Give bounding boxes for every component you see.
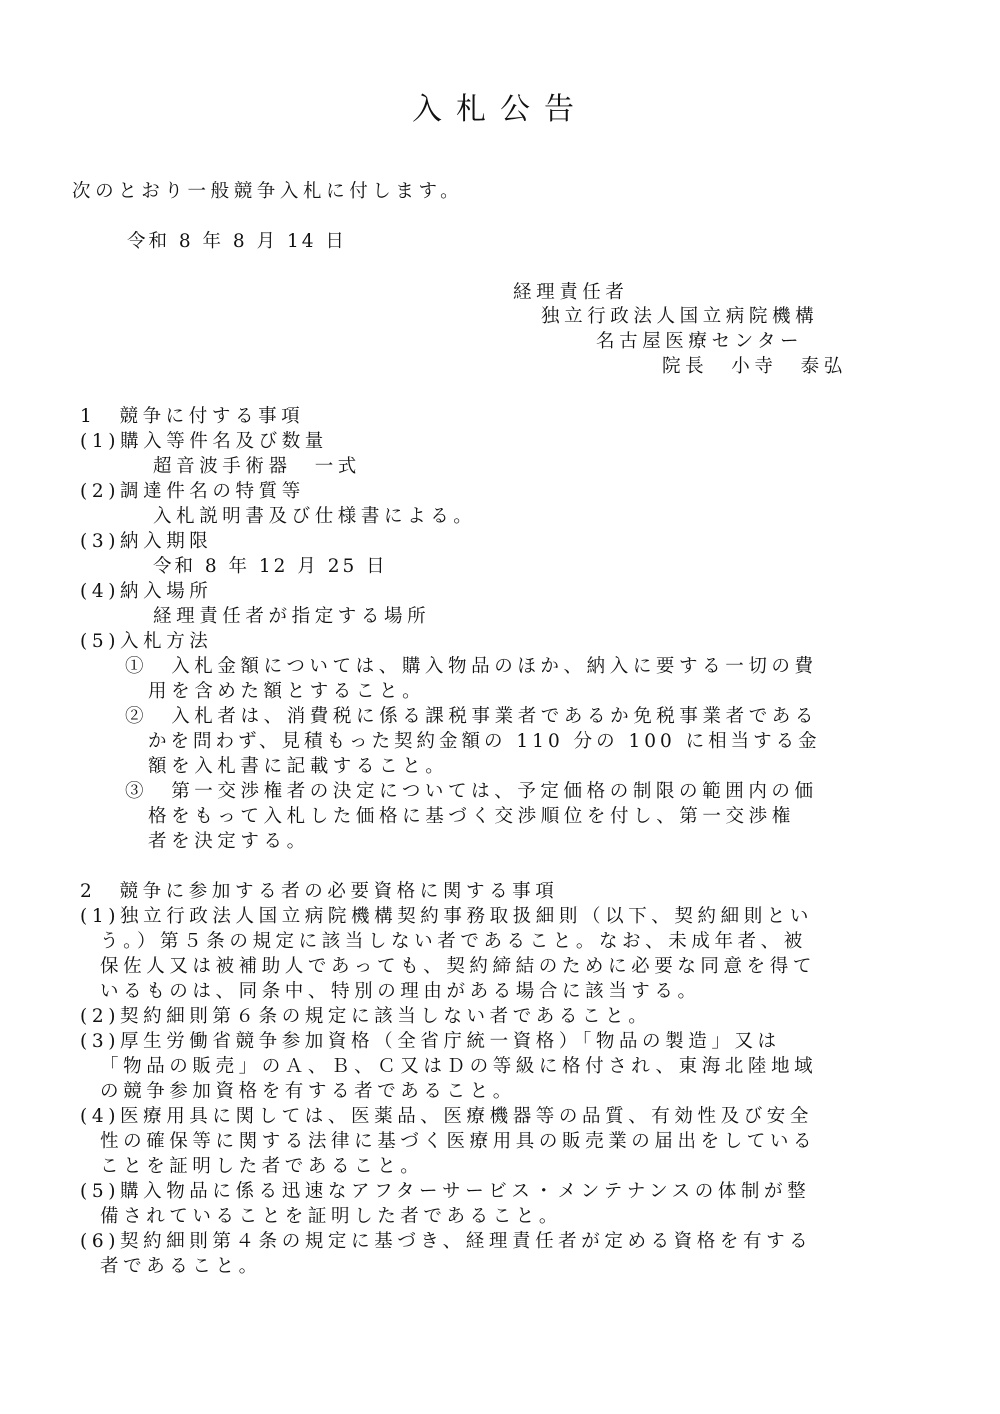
- item-text: の競争参加資格を有する者であること。: [100, 1081, 516, 1102]
- item-text: 「物品の販売」のＡ、Ｂ、Ｃ又はＤの等級に格付され、東海北陸地域: [100, 1056, 818, 1077]
- sub-item-text: かを問わず、見積もった契約金額の 110 分の 100 に相当する金: [148, 731, 821, 752]
- item-text: 入札説明書及び仕様書による。: [153, 506, 477, 527]
- item-text: 備されていることを証明した者であること。: [100, 1206, 563, 1227]
- item-text: 経理責任者が指定する場所: [153, 606, 431, 627]
- item-heading: (1)購入等件名及び数量: [80, 431, 328, 452]
- page-title: 入札公告: [412, 92, 588, 127]
- intro-text: 次のとおり一般競争入札に付します。: [72, 181, 464, 202]
- item-text: 令和 8 年 12 月 25 日: [153, 556, 388, 577]
- item-heading: (5)入札方法: [80, 631, 213, 652]
- item-text: (5)購入物品に係る迅速なアフターサービス・メンテナンスの体制が整: [80, 1181, 811, 1202]
- item-text: (1)独立行政法人国立病院機構契約事務取扱細則（以下、契約細則とい: [80, 906, 814, 927]
- item-heading: (3)納入期限: [80, 531, 213, 552]
- item-text: 性の確保等に関する法律に基づく医療用具の販売業の届出をしている: [100, 1131, 817, 1152]
- issuer-organization: 独立行政法人国立病院機構: [541, 306, 819, 327]
- sub-item-text: 額を入札書に記載すること。: [148, 756, 449, 777]
- sub-item-text: ③ 第一交渉権者の決定については、予定価格の制限の範囲内の価: [125, 781, 818, 802]
- item-text: (6)契約細則第４条の規定に基づき、経理責任者が定める資格を有する: [80, 1231, 813, 1252]
- sub-item-text: 格をもって入札した価格に基づく交渉順位を付し、第一交渉権: [148, 806, 795, 827]
- item-text: 者であること。: [100, 1256, 262, 1277]
- sub-item-text: ① 入札金額については、購入物品のほか、納入に要する一切の費: [125, 656, 818, 677]
- item-text: う。）第５条の規定に該当しない者であること。なお、未成年者、被: [100, 931, 807, 952]
- item-text: いるものは、同条中、特別の理由がある場合に該当する。: [100, 981, 701, 1002]
- issuer-role: 経理責任者: [513, 282, 629, 303]
- section-heading: 1 競争に付する事項: [80, 406, 305, 427]
- issuer-center: 名古屋医療センター: [596, 331, 804, 352]
- item-text: 保佐人又は被補助人であっても、契約締結のために必要な同意を得て: [100, 956, 816, 977]
- sub-item-text: 用を含めた額とすること。: [148, 681, 426, 702]
- item-heading: (4)納入場所: [80, 581, 213, 602]
- item-text: (2)契約細則第６条の規定に該当しない者であること。: [80, 1006, 652, 1027]
- item-text: ことを証明した者であること。: [100, 1156, 424, 1177]
- item-text: 超音波手術器 一式: [153, 456, 361, 477]
- sub-item-text: ② 入札者は、消費税に係る課税事業者であるか免税事業者である: [125, 706, 819, 727]
- issuer-name: 院長 小寺 泰弘: [662, 356, 847, 377]
- sub-item-text: 者を決定する。: [148, 831, 310, 852]
- item-text: (3)厚生労働省競争参加資格（全省庁統一資格）「物品の製造」又は: [80, 1031, 781, 1052]
- item-heading: (2)調達件名の特質等: [80, 481, 305, 502]
- notice-date: 令和 8 年 8 月 14 日: [127, 231, 347, 252]
- section-heading: 2 競争に参加する者の必要資格に関する事項: [80, 881, 559, 902]
- item-text: (4)医療用具に関しては、医薬品、医療機器等の品質、有効性及び安全: [80, 1106, 814, 1127]
